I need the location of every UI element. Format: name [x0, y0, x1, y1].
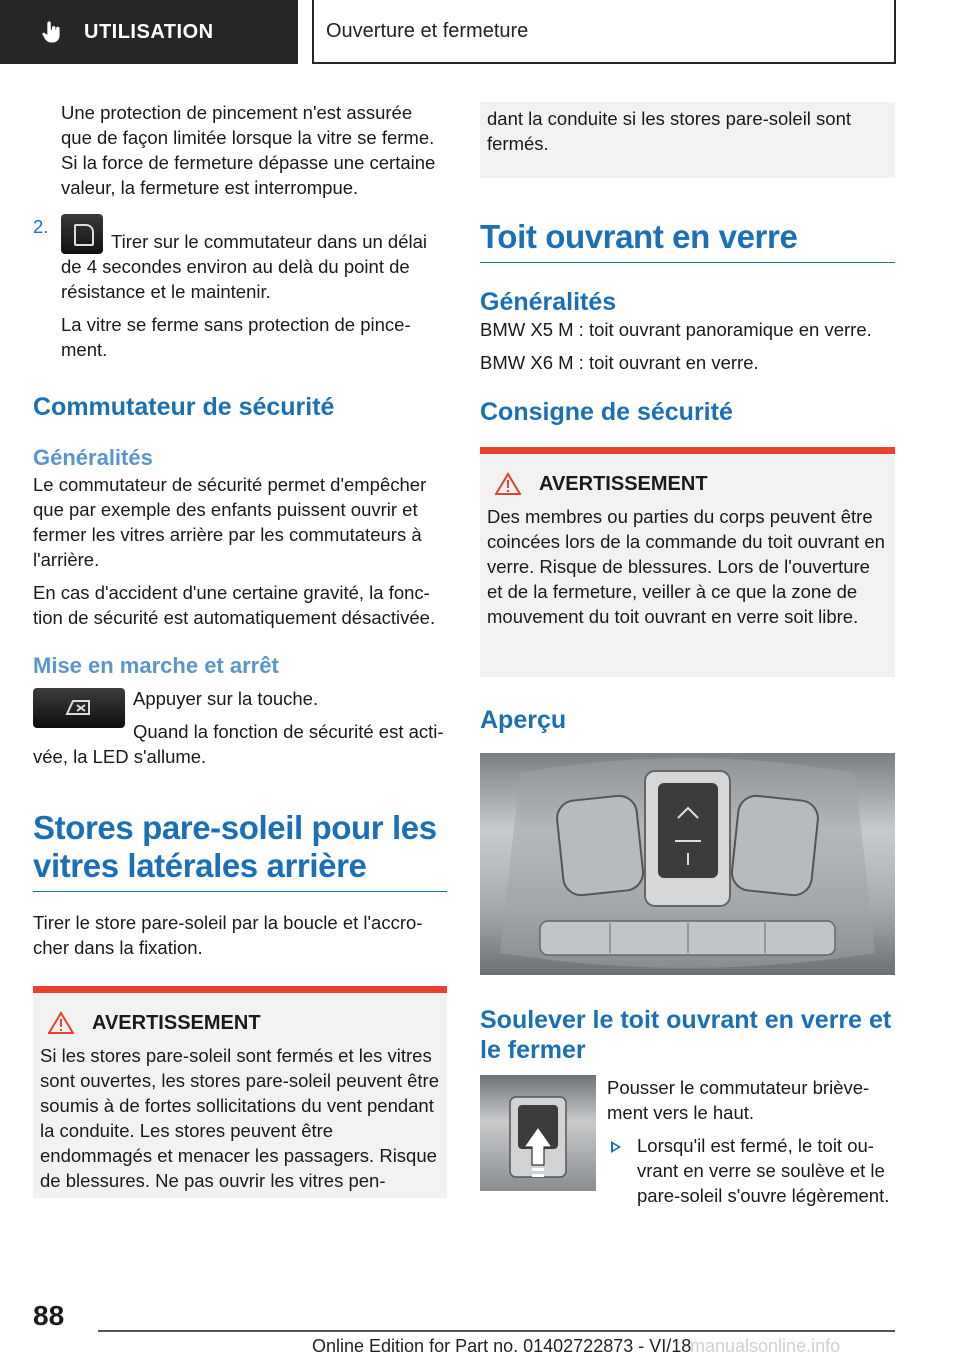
warning-box-stores [33, 986, 447, 1198]
bullet-triangle-icon [611, 1141, 621, 1153]
heading-apercu: Aperçu [480, 706, 567, 734]
left-column [33, 100, 447, 1198]
toit-paragraph-2: BMW X6 M : toit ouvrant en verre. [480, 352, 759, 373]
warning-text-right: Des membres ou parties du corps peuvent être coincées lors de la commande du toit ouvrant en verre. Risque de blessures. Lors de l'ouverture et de la fermeture, veiller à ce que la zone de mouvement du toit ouvrant en verre soit libre. [487, 506, 885, 627]
heading-commutateur: Commutateur de sécurité [33, 393, 335, 421]
warning-text: Si les stores pare-soleil sont fermés et les vitres sont ouvertes, les stores pare-soleil peuvent être soumis à de fortes sollicitations du vent pendant la conduite. Les stores peuvent être endommagés et menacer les passagers. Risque de blessures. Ne pas ouvrir les vitres pen- [40, 1045, 439, 1191]
warning-triangle-icon [495, 472, 521, 496]
section-tab [0, 0, 298, 64]
heading-stores: Stores pare-soleil pour les vitres latérales arrière [33, 809, 447, 892]
generalites-paragraph-2: En cas d'accident d'une certaine gravité, la fonction de sécurité est automatiquement désactivée. [33, 582, 436, 628]
heading-toit-ouvrant: Toit ouvrant en verre [480, 218, 895, 263]
step-2-follow: La vitre se ferme sans protection de pincement. [61, 314, 411, 360]
overhead-console-photo [480, 753, 895, 975]
safety-switch-icon [33, 688, 125, 728]
warning-triangle-icon [48, 1011, 74, 1035]
right-column [480, 102, 895, 1208]
heading-generalites-right: Généralités [480, 288, 617, 316]
warning-heading-right [495, 472, 887, 496]
heading-generalites: Généralités [33, 445, 153, 470]
heading-mise-en-marche: Mise en marche et arrêt [33, 653, 279, 678]
step-2-text: Tirer sur le commutateur dans un délai de 4 secondes environ au delà du point de résistance et le maintenir. [61, 231, 428, 302]
heading-soulever: Soulever le toit ouvrant en verre et le fermer [480, 1006, 892, 1064]
heading-consigne: Consigne de sécurité [480, 398, 733, 426]
mise-block [33, 686, 447, 769]
step-2 [33, 214, 447, 362]
warning-box-continued [480, 102, 895, 178]
toit-paragraph-1: BMW X5 M : toit ouvrant panoramique en verre. [480, 319, 872, 340]
warning-heading [48, 1011, 439, 1035]
soulever-paragraph: Pousser le commutateur brièvement vers le haut. [607, 1077, 870, 1123]
section-title: UTILISATION [84, 20, 214, 43]
soulever-block [480, 1075, 895, 1208]
generalites-paragraph-1: Le commutateur de sécurité permet d'empêcher que par exemple des enfants puissent ouvrir et fermer les vitres arrière par les commutateurs à l'arrière. [33, 474, 427, 570]
hand-pointer-icon [38, 18, 66, 46]
footer-rule [98, 1330, 895, 1332]
warning-box-toit [480, 447, 895, 677]
stores-paragraph: Tirer le store pare-soleil par la boucle et l'accrocher dans la fixation. [33, 912, 423, 958]
bullet-item [607, 1133, 895, 1208]
warning-label: AVERTISSEMENT [92, 1011, 261, 1034]
step-number: 2. [33, 216, 49, 237]
page-number: 88 [33, 1300, 65, 1331]
window-switch-icon [61, 214, 103, 254]
mise-paragraph-1: Appuyer sur la touche. [133, 688, 319, 709]
warning-continued-text: dant la conduite si les stores pare-soleil sont fermés. [487, 108, 852, 154]
chapter-title: Ouverture et fermeture [312, 0, 896, 64]
footer-edition: Online Edition for Part no. 01402722873 - VI/18 [312, 1336, 692, 1356]
bullet-text: Lorsqu'il est fermé, le toit ouvrant en verre se soulève et le pare-soleil s'ouvre légèrement. [637, 1135, 890, 1206]
roof-switch-photo [480, 1075, 596, 1191]
watermark: manualsonline.info [690, 1336, 841, 1356]
intro-paragraph: Une protection de pincement n'est assurée que de façon limitée lorsque la vitre se ferme. Si la force de fermeture dépasse une certaine valeur, la fermeture est interrompue. [61, 102, 436, 198]
mise-paragraph-2: Quand la fonction de sécurité est activée, la LED s'allume. [33, 721, 444, 767]
warning-label-right: AVERTISSEMENT [539, 472, 708, 495]
